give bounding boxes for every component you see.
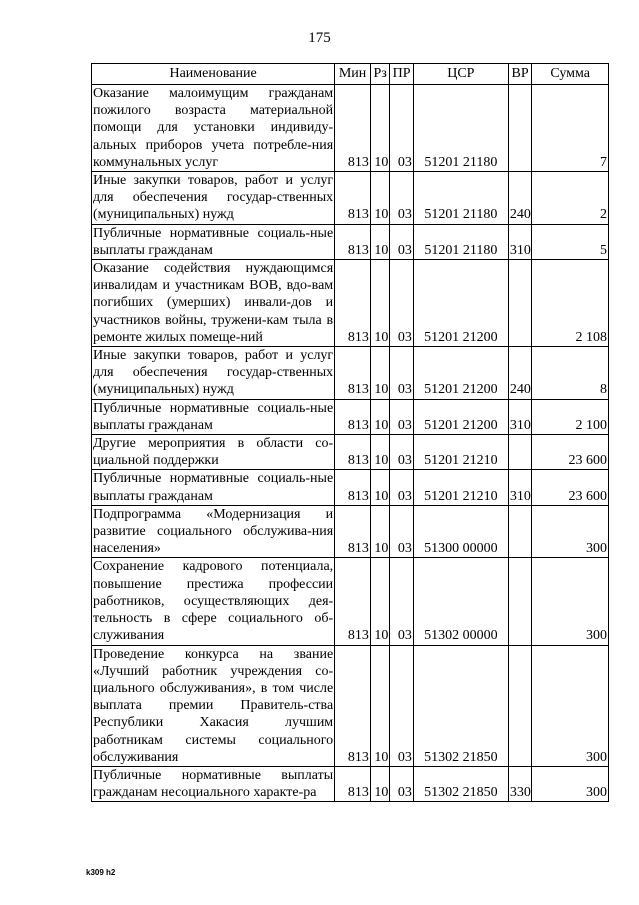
page-number: 175	[308, 30, 331, 46]
cell-pr: 03	[390, 85, 414, 172]
cell-name: Публичные нормативные социаль-ные выплаты гражданам	[93, 471, 334, 504]
cell-csr: 51201 21180	[413, 85, 508, 172]
table-row	[92, 347, 609, 400]
cell-sum: 23 600	[532, 435, 609, 470]
cell-sum: 2	[532, 172, 609, 225]
cell-csr: 51201 21200	[413, 399, 508, 434]
table-row	[92, 224, 609, 259]
cell-rz: 10	[370, 645, 389, 766]
header-row	[92, 64, 609, 85]
cell-name: Сохранение кадрового потенциала, повышение престижа профессии работников, осуществляющих дея-тельность в сфере социального об-служивания	[93, 559, 334, 644]
cell-min: 813	[335, 766, 371, 801]
cell-name: Публичные нормативные социаль-ные выплаты гражданам	[93, 225, 334, 258]
cell-sum: 300	[532, 505, 609, 558]
cell-min: 813	[335, 347, 371, 400]
table-row	[92, 505, 609, 558]
cell-rz: 10	[370, 558, 389, 645]
cell-csr: 51201 21210	[413, 435, 508, 470]
cell-rz: 10	[370, 85, 389, 172]
cell-vr	[508, 260, 532, 347]
cell-sum: 5	[532, 224, 609, 259]
budget-table	[91, 63, 609, 802]
cell-pr: 03	[390, 766, 414, 801]
cell-pr: 03	[390, 172, 414, 225]
table-row	[92, 260, 609, 347]
cell-sum: 7	[532, 85, 609, 172]
cell-rz: 10	[370, 347, 389, 400]
header-min: Мин	[335, 64, 371, 85]
cell-pr: 03	[390, 645, 414, 766]
cell-pr: 03	[390, 558, 414, 645]
cell-sum: 300	[532, 558, 609, 645]
cell-min: 813	[335, 85, 371, 172]
table-row	[92, 766, 609, 801]
cell-name: Другие мероприятия в области со-циальной поддержки	[93, 436, 334, 469]
cell-rz: 10	[370, 505, 389, 558]
cell-csr: 51201 21200	[413, 260, 508, 347]
cell-vr: 330	[508, 766, 532, 801]
cell-rz: 10	[370, 172, 389, 225]
cell-vr: 240	[508, 347, 532, 400]
cell-name: Иные закупки товаров, работ и услуг для обеспечения государ-ственных (муниципальных) нужд	[93, 348, 334, 398]
cell-rz: 10	[370, 470, 389, 505]
cell-csr: 51201 21180	[413, 172, 508, 225]
cell-pr: 03	[390, 224, 414, 259]
cell-rz: 10	[370, 399, 389, 434]
cell-sum: 300	[532, 645, 609, 766]
cell-csr: 51201 21200	[413, 347, 508, 400]
header-pr: ПР	[390, 64, 414, 85]
cell-pr: 03	[390, 260, 414, 347]
cell-name: Оказание малоимущим гражданам пожилого возраста материальной помощи для установки индивиду-альных приборов учета потребле-ния коммунальных услуг	[93, 86, 334, 170]
header-name: Наименование	[92, 64, 335, 85]
cell-rz: 10	[370, 766, 389, 801]
cell-rz: 10	[370, 260, 389, 347]
cell-min: 813	[335, 470, 371, 505]
cell-csr: 51302 00000	[413, 558, 508, 645]
cell-vr	[508, 435, 532, 470]
cell-min: 813	[335, 224, 371, 259]
header-sum: Сумма	[532, 64, 609, 85]
cell-sum: 2 108	[532, 260, 609, 347]
cell-name: Публичные нормативные выплаты гражданам несоциального характе-ра	[93, 767, 334, 801]
cell-vr	[508, 645, 532, 766]
table-row	[92, 435, 609, 470]
cell-csr: 51302 21850	[413, 766, 508, 801]
cell-min: 813	[335, 505, 371, 558]
cell-vr	[508, 558, 532, 645]
cell-min: 813	[335, 435, 371, 470]
cell-name: Проведение конкурса на звание «Лучший работник учреждения со-циального обслуживания», в том числе выплата премии Правитель-ства Республики Хакасия лучшим работникам системы социального обслуживания	[93, 646, 334, 765]
cell-vr: 310	[508, 224, 532, 259]
table-row	[92, 85, 609, 172]
cell-pr: 03	[390, 505, 414, 558]
cell-min: 813	[335, 172, 371, 225]
cell-sum: 2 100	[532, 399, 609, 434]
cell-min: 813	[335, 558, 371, 645]
header-rz: Рз	[370, 64, 389, 85]
cell-min: 813	[335, 260, 371, 347]
cell-name: Публичные нормативные социаль-ные выплаты гражданам	[93, 400, 334, 433]
cell-pr: 03	[390, 435, 414, 470]
table-row	[92, 645, 609, 766]
cell-sum: 23 600	[532, 470, 609, 505]
cell-pr: 03	[390, 347, 414, 400]
cell-vr	[508, 85, 532, 172]
cell-csr: 51300 00000	[413, 505, 508, 558]
cell-min: 813	[335, 399, 371, 434]
table-body	[92, 85, 609, 802]
cell-sum: 8	[532, 347, 609, 400]
cell-vr: 240	[508, 172, 532, 225]
table-row	[92, 172, 609, 225]
table-row	[92, 470, 609, 505]
cell-pr: 03	[390, 470, 414, 505]
cell-vr: 310	[508, 470, 532, 505]
cell-csr: 51201 21210	[413, 470, 508, 505]
header-csr: ЦСР	[413, 64, 508, 85]
cell-name: Подпрограмма «Модернизация и развитие социального обслужива-ния населения»	[93, 506, 334, 557]
table-row	[92, 399, 609, 434]
table-row	[92, 558, 609, 645]
cell-rz: 10	[370, 435, 389, 470]
cell-sum: 300	[532, 766, 609, 801]
cell-vr: 310	[508, 399, 532, 434]
cell-csr: 51201 21180	[413, 224, 508, 259]
cell-pr: 03	[390, 399, 414, 434]
cell-vr	[508, 505, 532, 558]
table-header	[92, 64, 609, 85]
header-vr: ВР	[508, 64, 532, 85]
cell-name: Иные закупки товаров, работ и услуг для обеспечения государ-ственных (муниципальных) нужд	[93, 173, 334, 223]
footer-code: k309 h2	[86, 868, 116, 877]
cell-csr: 51302 21850	[413, 645, 508, 766]
cell-rz: 10	[370, 224, 389, 259]
cell-name: Оказание содействия нуждающимся инвалидам и участникам ВОВ, вдо-вам погибших (умерших) инвали-дов и участников войны, тружени-кам тыла в ремонте жилых помеще-ний	[93, 261, 334, 345]
cell-min: 813	[335, 645, 371, 766]
